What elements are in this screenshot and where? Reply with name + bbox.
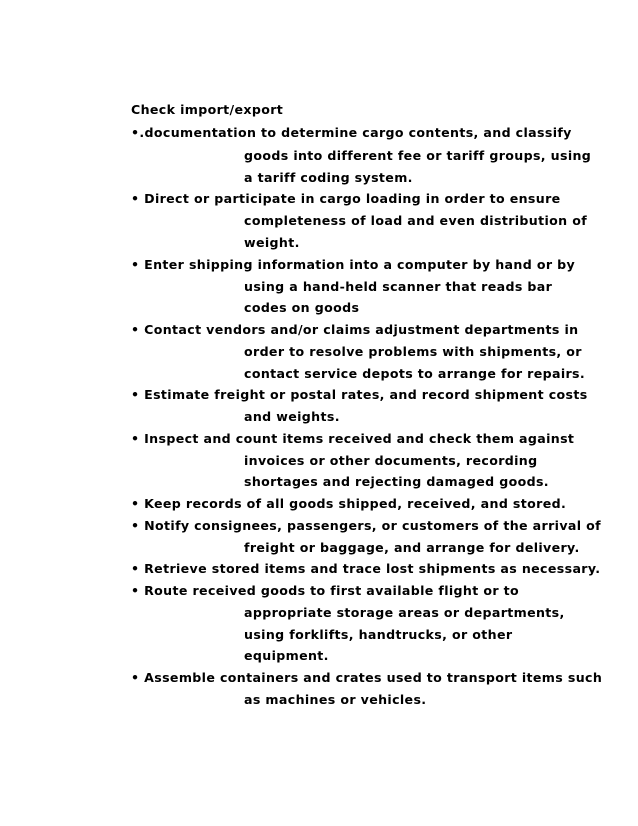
- list-item-continuation: using forklifts, handtrucks, or other: [244, 627, 513, 642]
- list-item-continuation: weight.: [244, 235, 300, 250]
- list-item-text: • Enter shipping information into a computer by hand or by: [131, 257, 576, 272]
- list-item-continuation: goods into different fee or tariff groups, using: [244, 148, 592, 163]
- list-item-continuation: equipment.: [244, 648, 329, 663]
- list-item-continuation: a tariff coding system.: [244, 170, 413, 185]
- list-item-continuation: using a hand-held scanner that reads bar: [244, 279, 553, 294]
- list-item-text: • Retrieve stored items and trace lost shipments as necessary.: [131, 561, 601, 576]
- list-item-continuation: invoices or other documents, recording: [244, 453, 538, 468]
- document-heading: Check import/export: [131, 102, 284, 117]
- list-item-text: • Direct or participate in cargo loading in order to ensure: [131, 191, 561, 206]
- list-item-continuation: completeness of load and even distribution of: [244, 213, 588, 228]
- list-item-continuation: codes on goods: [244, 300, 360, 315]
- list-item-continuation: as machines or vehicles.: [244, 692, 427, 707]
- list-item-continuation: contact service depots to arrange for repairs.: [244, 366, 586, 381]
- list-item-text: • Route received goods to first available flight or to: [131, 583, 520, 598]
- list-item-text: •.documentation to determine cargo contents, and classify: [131, 125, 572, 140]
- list-item-continuation: appropriate storage areas or departments,: [244, 605, 565, 620]
- list-item-text: • Contact vendors and/or claims adjustment departments in: [131, 322, 579, 337]
- list-item-text: • Assemble containers and crates used to transport items such: [131, 670, 603, 685]
- list-item-continuation: freight or baggage, and arrange for delivery.: [244, 540, 580, 555]
- list-item-text: • Estimate freight or postal rates, and record shipment costs: [131, 387, 588, 402]
- list-item-continuation: order to resolve problems with shipments, or: [244, 344, 582, 359]
- list-item-text: • Inspect and count items received and check them against: [131, 431, 575, 446]
- list-item-text: • Keep records of all goods shipped, received, and stored.: [131, 496, 567, 511]
- list-item-continuation: shortages and rejecting damaged goods.: [244, 474, 549, 489]
- list-item-continuation: and weights.: [244, 409, 340, 424]
- list-item-text: • Notify consignees, passengers, or customers of the arrival of: [131, 518, 601, 533]
